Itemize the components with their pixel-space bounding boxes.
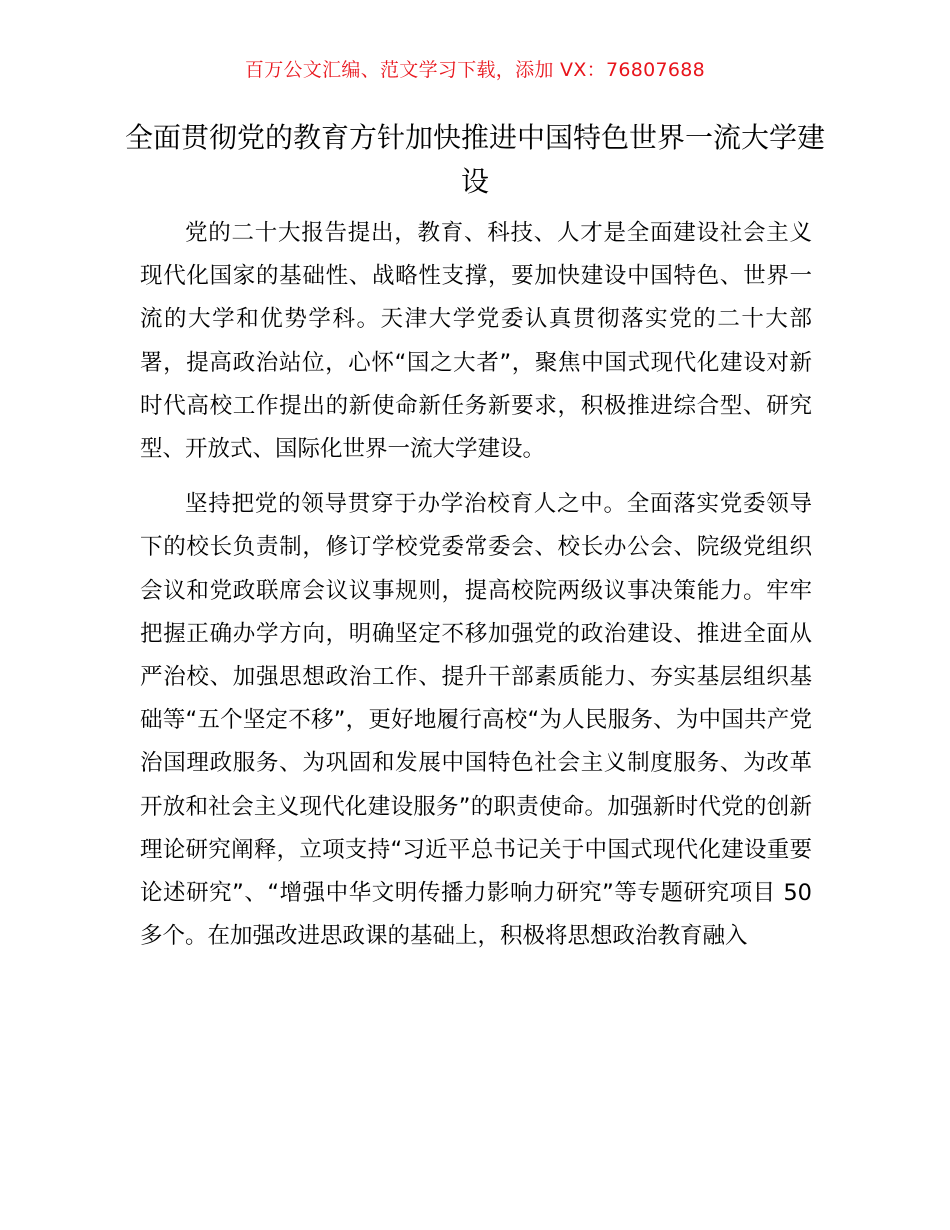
document-title: 全面贯彻党的教育方针加快推进中国特色世界一流大学建设 (124, 121, 825, 198)
paragraph-2: 坚持把党的领导贯穿于办学治校育人之中。全面落实党委领导下的校长负责制，修订学校党委常委会、校长办公会、院级党组织会议和党政联席会议议事规则，提高校院两级议事决策能力。牢牢把握正确办学方向，明确坚定不移加强党的政治建设、推进全面从严治校、加强思想政治工作、提升干部素质能力、夯实基层组织基础等“五个坚定不移”，更好地履行高校“为人民服务、为中国共产党治国理政服务、为巩固和发展中国特色社会主义制度服务、为改革开放和社会主义现代化建设服务”的职责使命。加强新时代党的创新理论研究阐释，立项支持“习近平总书记关于中国式现代化建设重要论述研究”、“增强中华文明传播力影响力研究”等专题研究项目 50 多个。在加强改进思政课的基础上，积极将思想政治教育融入 (140, 491, 812, 950)
header-watermark-note: 百万公文汇编、范文学习下载，添加 VX：76807688 (244, 59, 706, 81)
paragraph-1: 党的二十大报告提出，教育、科技、人才是全面建设社会主义现代化国家的基础性、战略性支撑，要加快建设中国特色、世界一流的大学和优势学科。天津大学党委认真贯彻落实党的二十大部署，提高政治站位，心怀“国之大者”，聚焦中国式现代化建设对新时代高校工作提出的新使命新任务新要求，积极推进综合型、研究型、开放式、国际化世界一流大学建设。 (140, 220, 812, 463)
document-body (140, 212, 812, 958)
